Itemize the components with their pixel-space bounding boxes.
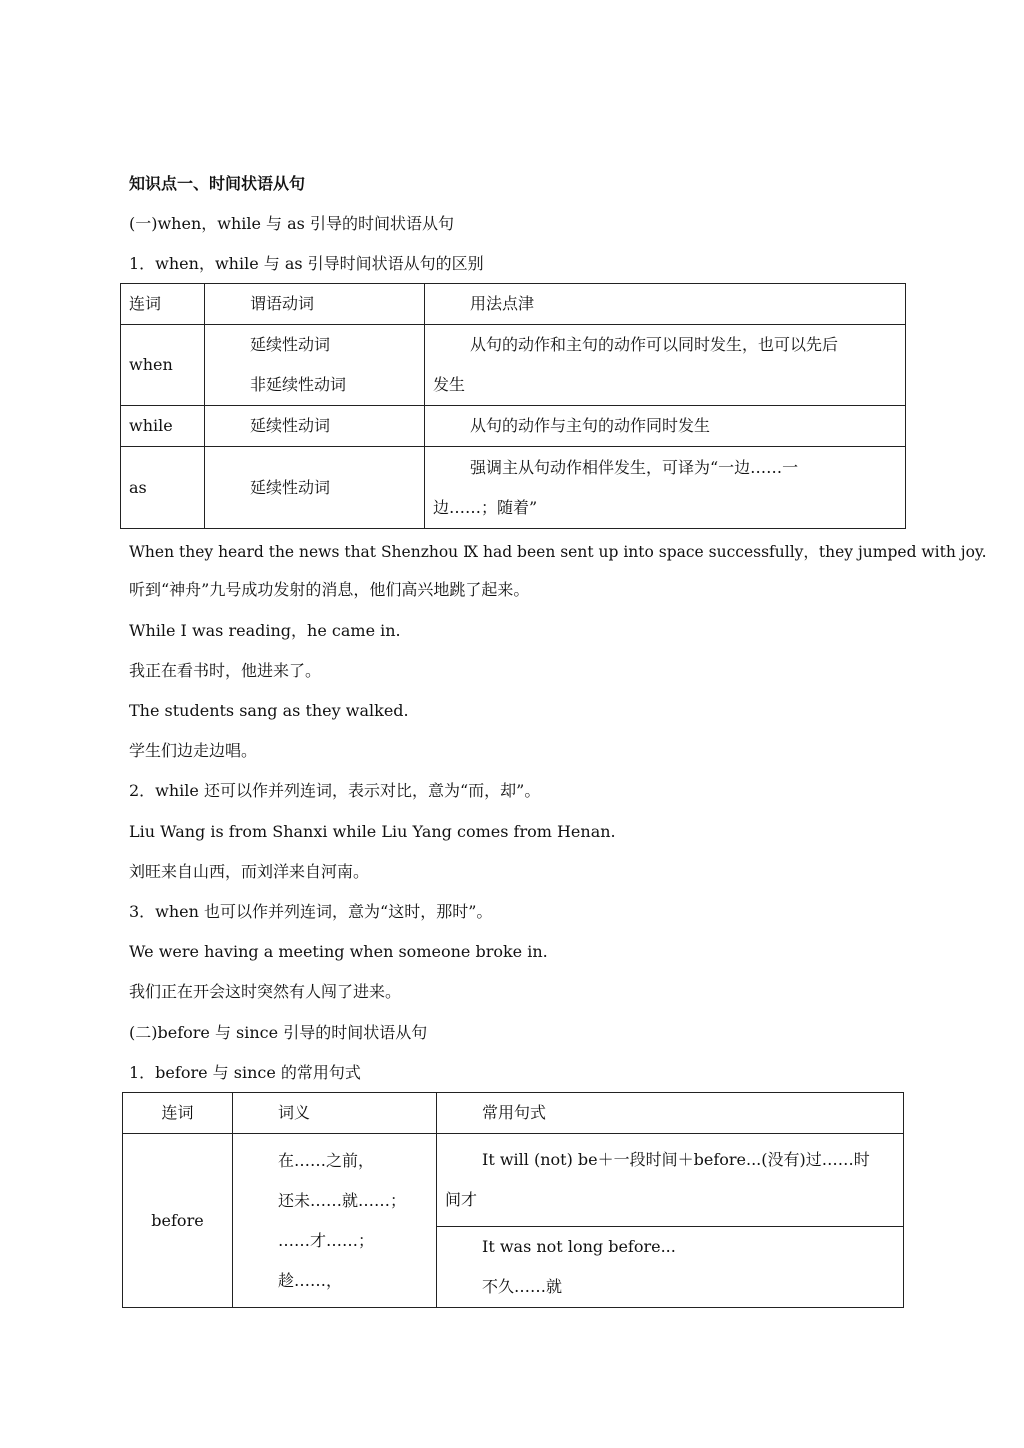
subsection-title-2: (二)before 与 since 引导的时间状语从句 [129, 1023, 428, 1042]
pattern-line: 不久……就 [482, 1277, 563, 1296]
example-1-zh: 听到“神舟”九号成功发射的消息，他们高兴地跳了起来。 [129, 580, 530, 599]
table1-header-conj: 连词 [121, 284, 205, 325]
verb-type: 延续性动词 [250, 416, 331, 435]
table1-row-when [121, 325, 906, 406]
subsection-title-1: (一)when，while 与 as 引导的时间状语从句 [129, 214, 454, 233]
item-3-title: 3．when 也可以作并列连词，意为“这时，那时”。 [129, 902, 493, 921]
table1-verbs [205, 325, 425, 406]
table1-usage [425, 325, 906, 406]
item-2-title: 2．while 还可以作并列连词，表示对比，意为“而，却”。 [129, 781, 541, 800]
usage-line: 边……；随着” [433, 497, 538, 517]
conjunction-table-1 [120, 283, 906, 529]
meaning-line: ……才……； [278, 1230, 375, 1250]
usage-line: 发生 [433, 375, 466, 394]
item-1-title: 1．when，while 与 as 引导时间状语从句的区别 [129, 254, 484, 273]
table1-usage [425, 447, 906, 529]
usage-line: 强调主从句动作相伴发生，可译为“一边……一 [470, 457, 799, 477]
table2-conj: before [123, 1134, 233, 1308]
table1-verbs [205, 406, 425, 447]
section-heading: 知识点一、时间状语从句 [129, 174, 306, 193]
table2-header-pattern: 常用句式 [437, 1093, 904, 1134]
table1-verbs [205, 447, 425, 529]
table1-conj: when [121, 325, 205, 406]
example-4-en: Liu Wang is from Shanxi while Liu Yang comes from Henan. [129, 822, 616, 841]
meaning-line: 在……之前， [278, 1150, 375, 1170]
table2-pattern-1 [437, 1134, 904, 1227]
example-5-en: We were having a meeting when someone broke in. [129, 942, 548, 961]
table2-header-meaning: 词义 [233, 1093, 437, 1134]
table2-meanings [233, 1134, 437, 1308]
table1-row-while [121, 406, 906, 447]
meaning-line: 还未……就……； [278, 1190, 407, 1210]
example-1-en: When they heard the news that Shenzhou Ⅸ had been sent up into space successfully，they jumped with joy. [129, 543, 987, 561]
table2-header-conj: 连词 [123, 1093, 233, 1134]
table1-usage [425, 406, 906, 447]
pattern-line: 间才 [445, 1190, 478, 1209]
usage-line: 从句的动作与主句的动作同时发生 [470, 416, 711, 435]
table1-conj: while [121, 406, 205, 447]
example-4-zh: 刘旺来自山西，而刘洋来自河南。 [129, 862, 370, 881]
example-2-zh: 我正在看书时，他进来了。 [129, 661, 322, 680]
table1-header-usage: 用法点津 [425, 284, 906, 325]
pattern-line: It will (not) be＋一段时间＋before...(没有)过……时 [482, 1150, 870, 1169]
verb-type: 延续性动词 [250, 335, 331, 354]
example-2-en: While I was reading，he came in. [129, 621, 401, 640]
verb-type: 非延续性动词 [250, 375, 347, 394]
table1-header-verb: 谓语动词 [205, 284, 425, 325]
table1-row-as [121, 447, 906, 529]
table1-conj: as [121, 447, 205, 529]
pattern-line: It was not long before... [482, 1237, 676, 1256]
example-3-zh: 学生们边走边唱。 [129, 741, 258, 760]
meaning-line: 趁……， [278, 1270, 343, 1290]
example-3-en: The students sang as they walked. [129, 701, 409, 720]
table2-pattern-2 [437, 1227, 904, 1308]
example-5-zh: 我们正在开会这时突然有人闯了进来。 [129, 982, 402, 1001]
usage-line: 从句的动作和主句的动作可以同时发生，也可以先后 [470, 335, 839, 354]
item-1b-title: 1．before 与 since 的常用句式 [129, 1063, 361, 1082]
verb-type: 延续性动词 [250, 477, 331, 497]
conjunction-table-2 [122, 1092, 904, 1308]
